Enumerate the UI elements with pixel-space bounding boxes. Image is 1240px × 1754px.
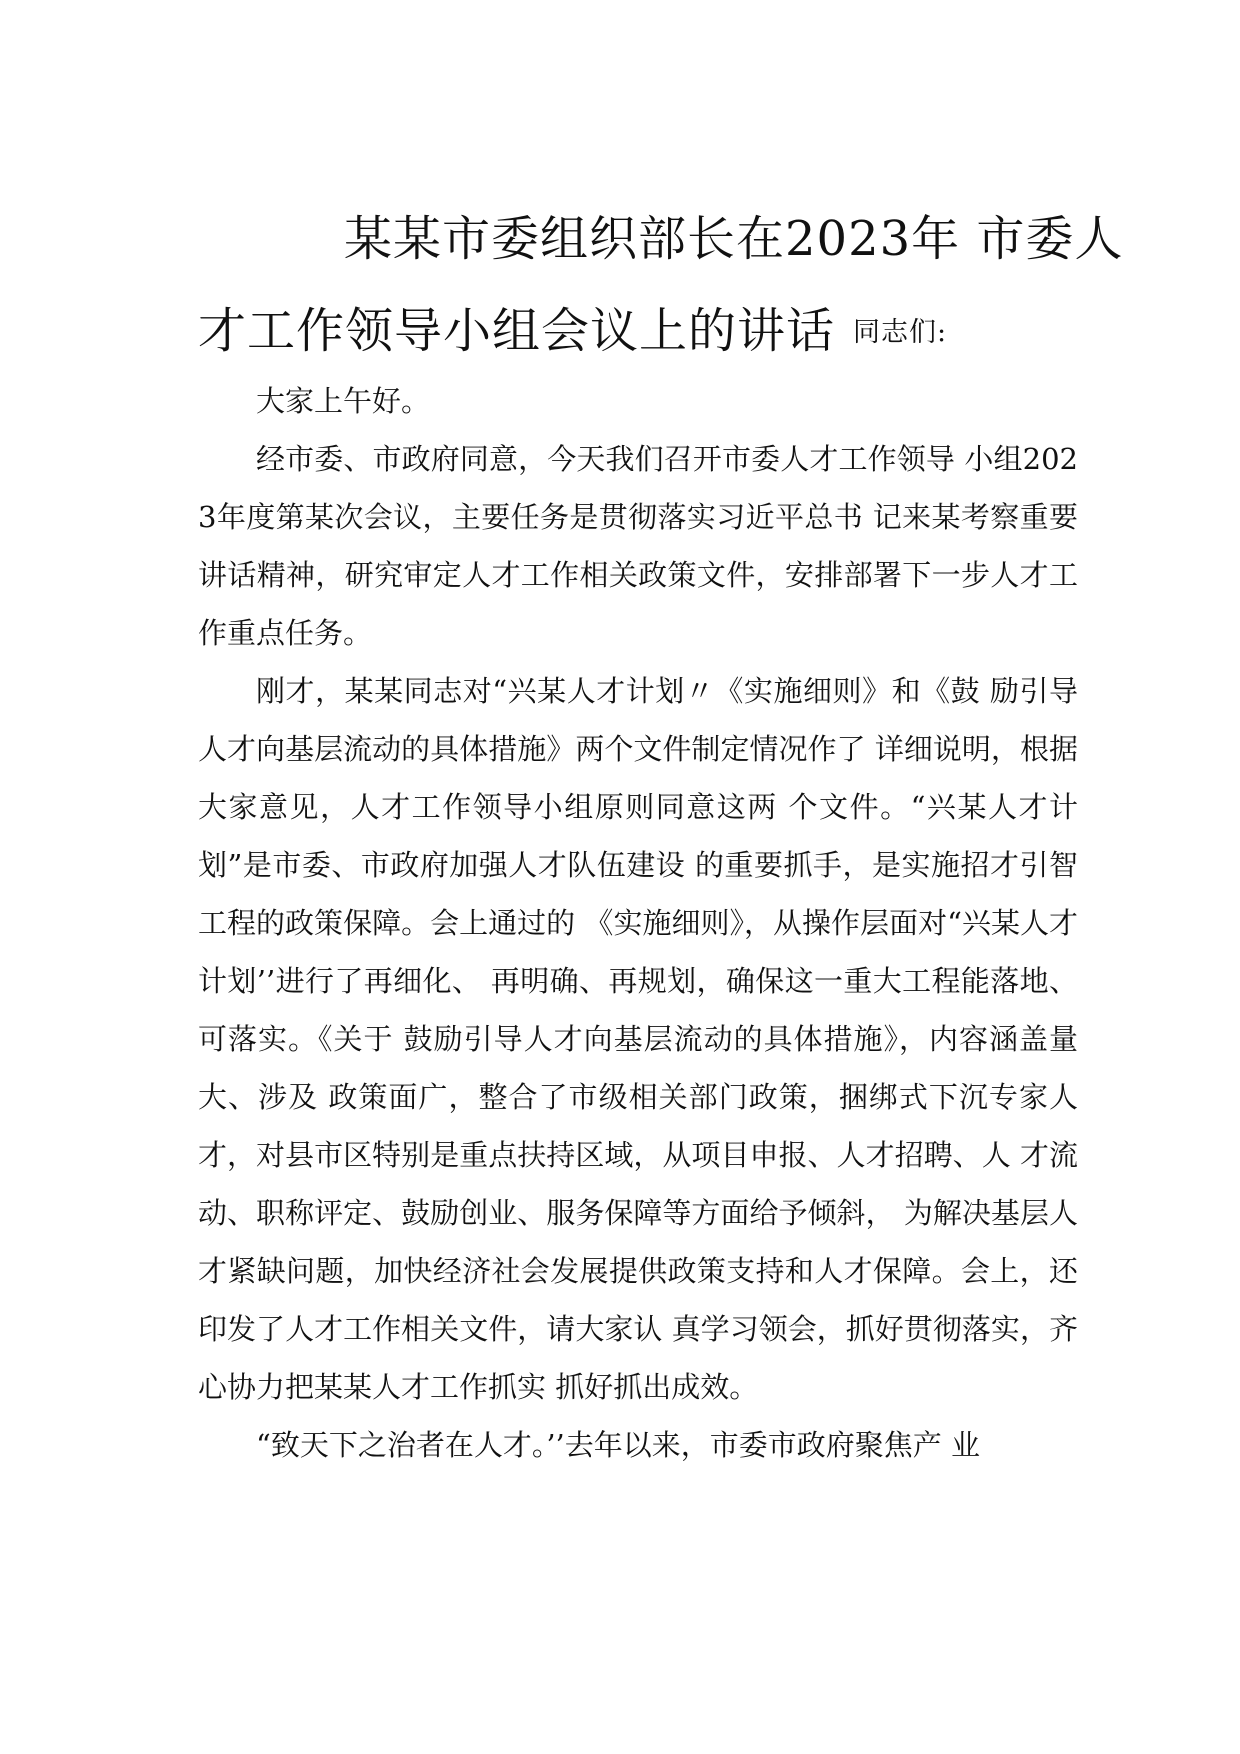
paragraph-meeting-purpose: 经市委、市政府同意，今天我们召开市委人才工作领导 小组2023年度第某次会议，主要任务是贯彻落实习近平总书 记来某考察重要讲话精神，研究审定人才工作相关政策文件，安排部署下一步人才工作重点任务。 [198, 442, 1078, 650]
paragraph-policy-documents: 刚才，某某同志对“兴某人才计划〃《实施细则》和《鼓 励引导人才向基层流动的具体措施》两个文件制定情况作了 详细说明，根据大家意见，人才工作领导小组原则同意这两 个文件。“兴某人才计划”是市委、市政府加强人才队伍建设 的重要抓手，是实施招才引智工程的政策保障。会上通过的 《实施细则》，从操作层面对“兴某人才计划’’进行了再细化、 再明确、再规划，确保这一重大工程能落地、可落实。《关于 鼓励引导人才向基层流动的具体措施》，内容涵盖量大、涉及 政策面广，整合了市级相关部门政策，捆绑式下沉专家人才，对县市区特别是重点扶持区域，从项目申报、人才招聘、人 才流动、职称评定、鼓励创业、服务保障等方面给予倾斜， 为解决基层人才紧缺问题，加快经济社会发展提供政策支持和人才保障。会上，还印发了人才工作相关文件，请大家认 真学习领会，抓好贯彻落实，齐心协力把某某人才工作抓实 抓好抓出成效。 [198, 674, 1078, 1404]
salutation: 同志们: [853, 317, 948, 348]
title-line-2 [198, 300, 1078, 364]
title-line-1: 某某市委组织部长在2023年 市委人 [344, 211, 1124, 267]
speech-title [198, 208, 1124, 364]
paragraph-talent-quote: “致天下之治者在人才。’’去年以来，市委市政府聚焦产 业 [256, 1428, 980, 1462]
title-line-2-text: 才工作领导小组会议上的讲话 [198, 303, 836, 359]
speech-body [198, 372, 1078, 1474]
paragraph-greeting: 大家上午好。 [256, 384, 431, 418]
